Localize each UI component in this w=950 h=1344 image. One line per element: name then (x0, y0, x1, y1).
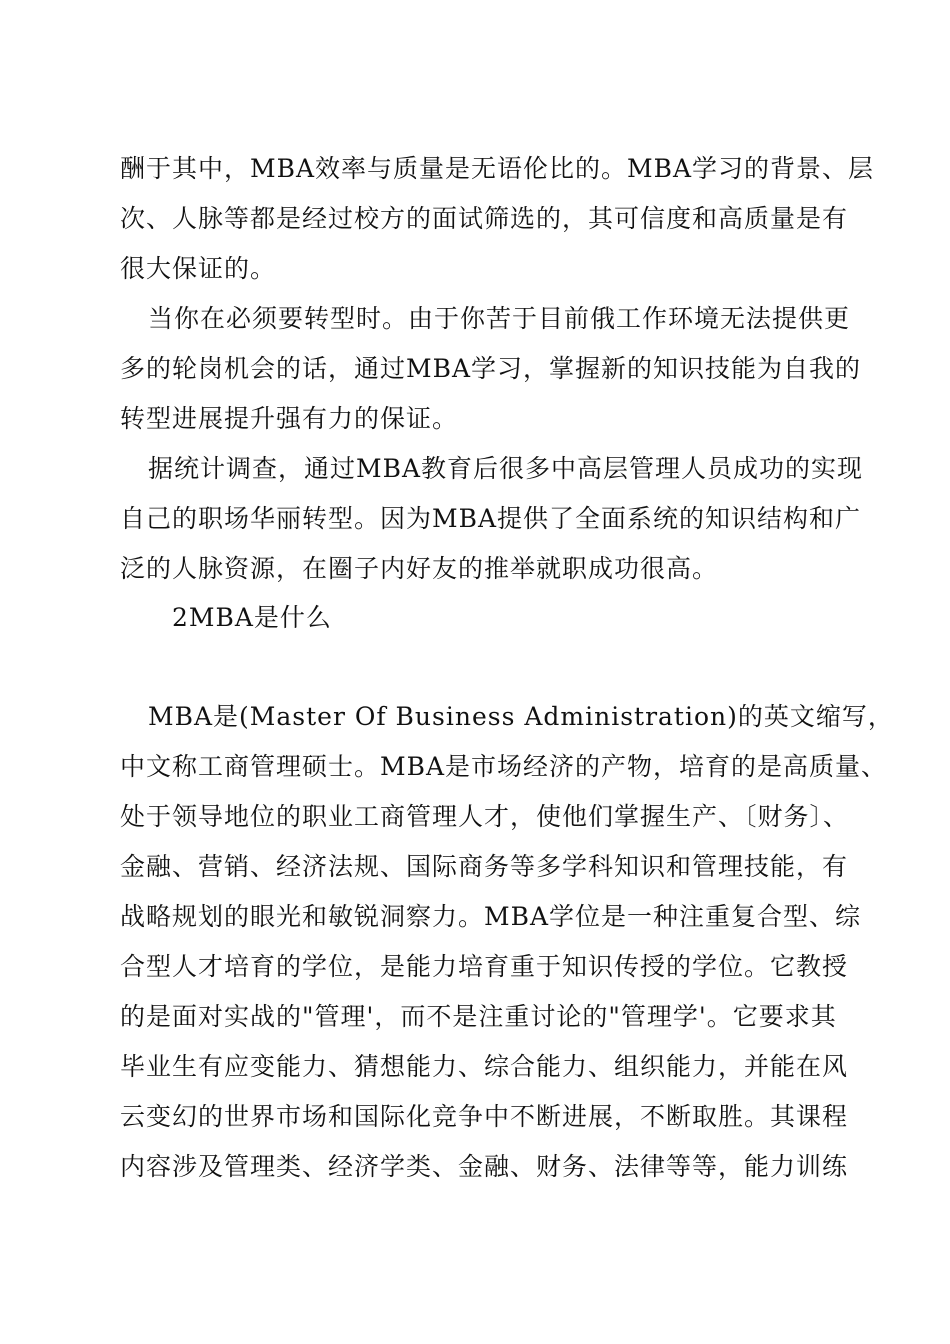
paragraph-4-line-6: 合型人才培育的学位，是能力培育重于知识传授的学位。它教授 (120, 952, 849, 981)
paragraph-2-line-2: 多的轮岗机会的话，通过MBA学习，掌握新的知识技能为自我的 (120, 354, 862, 383)
paragraph-4-line-1: MBA是(Master Of Business Administration)的英文缩写， (148, 702, 894, 731)
paragraph-4-line-2: 中文称工商管理硕士。MBA是市场经济的产物，培育的是高质量、 (120, 752, 888, 781)
paragraph-1-line-2: 次、人脉等都是经过校方的面试筛选的，其可信度和高质量是有 (120, 204, 849, 233)
paragraph-4-line-3: 处于领导地位的职业工商管理人才，使他们掌握生产、〔财务〕、 (120, 802, 850, 831)
section-heading: 2MBA是什么 (172, 603, 332, 632)
paragraph-2-line-1: 当你在必须要转型时。由于你苦于目前俄工作环境无法提供更 (148, 304, 851, 333)
paragraph-4-line-10: 内容涉及管理类、经济学类、金融、财务、法律等等，能力训练 (120, 1152, 849, 1181)
paragraph-3-line-3: 泛的人脉资源，在圈子内好友的推举就职成功很高。 (120, 554, 719, 583)
paragraph-4-line-8: 毕业生有应变能力、猜想能力、综合能力、组织能力，并能在风 (120, 1052, 849, 1081)
paragraph-1-line-1: 酬于其中，MBA效率与质量是无语伦比的。MBA学习的背景、层 (120, 154, 875, 183)
paragraph-4-line-7: 的是面对实战的"管理'，而不是注重讨论的"管理学'。它要求其 (120, 1002, 837, 1031)
paragraph-4-line-9: 云变幻的世界市场和国际化竞争中不断进展，不断取胜。其课程 (120, 1102, 849, 1131)
paragraph-3-line-1: 据统计调查，通过MBA教育后很多中高层管理人员成功的实现 (148, 454, 864, 483)
paragraph-3-line-2: 自己的职场华丽转型。因为MBA提供了全面系统的知识结构和广 (120, 504, 862, 533)
paragraph-4-line-4: 金融、营销、经济法规、国际商务等多学科知识和管理技能，有 (120, 852, 849, 881)
paragraph-2-line-3: 转型进展提升强有力的保证。 (120, 404, 459, 433)
paragraph-4-line-5: 战略规划的眼光和敏锐洞察力。MBA学位是一种注重复合型、综 (120, 902, 862, 931)
paragraph-1-line-3: 很大保证的。 (120, 254, 277, 283)
